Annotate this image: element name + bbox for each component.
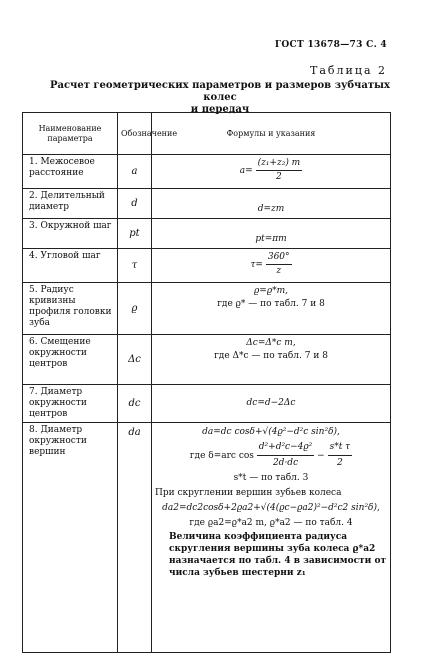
- param-symbol: pt: [118, 219, 152, 249]
- table-row: [23, 283, 391, 335]
- table-row: [23, 155, 391, 189]
- param-name: 1. Межосевое расстояние: [23, 155, 118, 189]
- param-formula: Δc=Δ*c m, где Δ*c — по табл. 7 и 8: [152, 335, 391, 385]
- title-line-2: и передач: [190, 104, 250, 115]
- table-row: [23, 423, 391, 653]
- param-formula: da=dc cosδ+√(4ϱ²−d²c sin²δ), где δ=arc cos $\frac{\text{d²+d²c−4ϱ²}}{2d\cdot dc}$ − $\frac{\text{s*t τ}}{2}$ s*t — по табл. 3 При скруглении вершин зубьев колеса da2=dc2cosδ+2ϱa2+√(4(ϱc−ϱa2)²−d²c2 sin²δ), где ϱa2=ϱ*a2 m, ϱ*a2 — по табл. 4 Величина коэффициента радиуса скругления вершины зуба колеса ϱ*a2 назначается по табл. 4 в зависимости от числа зубьев шестерни z₁: [152, 423, 391, 653]
- fraction: $\frac{\text{(z₁+z₂) m}}{2}$: [257, 158, 301, 182]
- param-name: 3. Окружной шаг: [23, 219, 118, 249]
- param-formula: τ= $\frac{360^\circ}{z}$: [152, 249, 391, 283]
- table-row: [23, 219, 391, 249]
- fraction: $\frac{360^\circ}{z}$: [267, 252, 290, 276]
- param-symbol: a: [118, 155, 152, 189]
- delta-formula: где δ=arc cos $\frac{\text{d²+d²c−4ϱ²}}{2d\cdot dc}$ − $\frac{\text{s*t τ}}{2}$: [189, 442, 351, 468]
- title-line-1: Расчет геометрических параметров и размеров зубчатых колес: [49, 80, 391, 103]
- col-header-symbol: Обозначение: [118, 113, 152, 155]
- table-row: [23, 249, 391, 283]
- param-symbol: da: [118, 423, 152, 653]
- param-name: 4. Угловой шаг: [23, 249, 118, 283]
- param-formula: d=zm: [152, 189, 391, 219]
- param-formula: dc=d−2Δc: [152, 385, 391, 423]
- param-formula: a= $\frac{\text{(z₁+z₂) m}}{2}$: [152, 155, 391, 189]
- table-row: [23, 385, 391, 423]
- table-title: [40, 80, 400, 116]
- table-label: Таблица 2: [310, 64, 387, 77]
- col-header-formula: Формулы и указания: [152, 113, 391, 155]
- param-symbol: d: [118, 189, 152, 219]
- page-header: ГОСТ 13678—73 С. 4: [274, 40, 387, 50]
- param-symbol: ϱ: [118, 283, 152, 335]
- param-name: 8. Диаметр окружности вершин: [23, 423, 118, 653]
- param-symbol: dc: [118, 385, 152, 423]
- param-name: 2. Делительный диаметр: [23, 189, 118, 219]
- param-formula: pt=πm: [152, 219, 391, 249]
- param-symbol: τ: [118, 249, 152, 283]
- param-name: 5. Радиус кривизны профиля головки зуба: [23, 283, 118, 335]
- param-name: 7. Диаметр окружности центров: [23, 385, 118, 423]
- table-row: [23, 189, 391, 219]
- table-row: [23, 335, 391, 385]
- header-row: [23, 113, 391, 155]
- parameters-table: [22, 112, 391, 653]
- col-header-name: Наименование параметра: [23, 113, 118, 155]
- param-formula: ϱ=ϱ*m, где ϱ* — по табл. 7 и 8: [152, 283, 391, 335]
- param-symbol: Δc: [118, 335, 152, 385]
- param-name: 6. Смещение окружности центров: [23, 335, 118, 385]
